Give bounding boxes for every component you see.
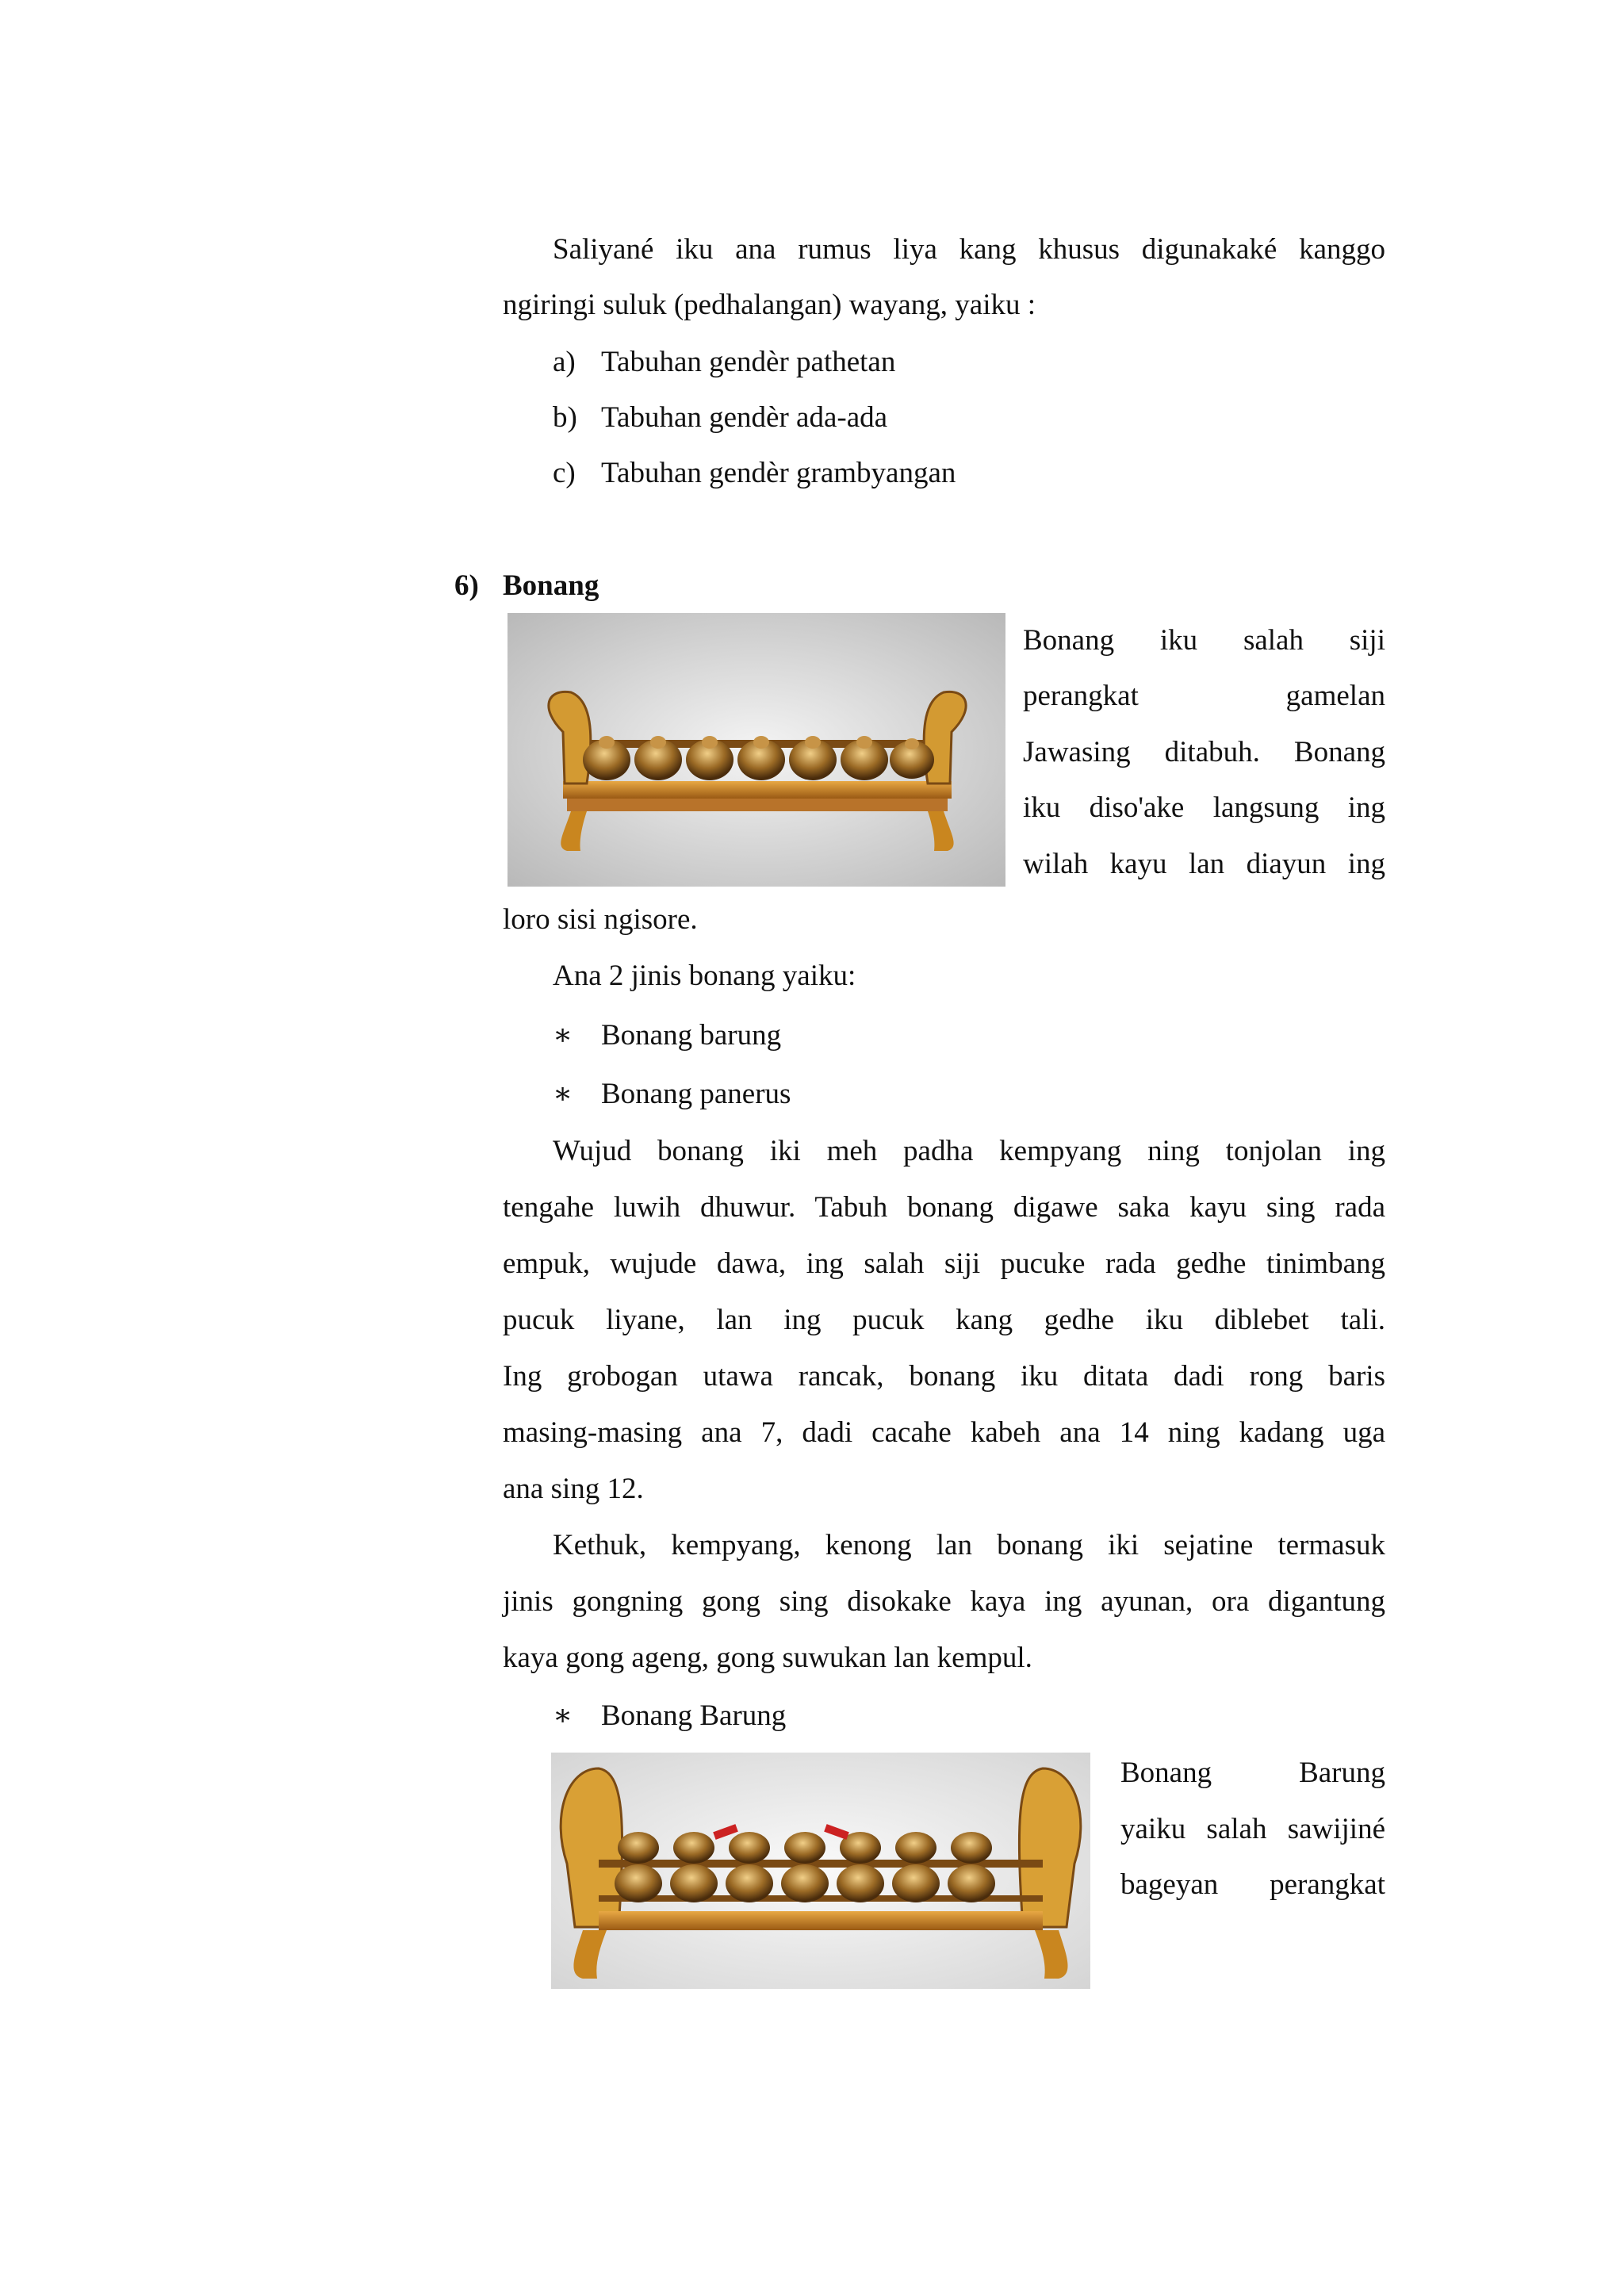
bonang-desc-line-2: perangkat gamelan (1023, 680, 1385, 712)
wujud-line-6: masing-masing ana 7, dadi cacahe kabeh ana 14 ning kadang uga (503, 1416, 1385, 1449)
kethuk-line-2: jinis gongning gong sing disokake kaya ing ayunan, ora digantung (503, 1585, 1385, 1618)
bonang-illustration (508, 613, 1005, 887)
list-marker-a: a) (553, 346, 576, 378)
kethuk-last-line: kaya gong ageng, gong suwukan lan kempul. (503, 1642, 1032, 1674)
bonang-barung-image (551, 1753, 1090, 1989)
wujud-line-2: tengahe luwih dhuwur. Tabuh bonang digawe saka kayu sing rada (503, 1191, 1385, 1224)
list-item-b: Tabuhan gendèr ada-ada (601, 401, 888, 434)
types-marker-2: ∗ (553, 1078, 573, 1110)
section-number: 6) (454, 569, 479, 602)
types-item-2: Bonang panerus (601, 1078, 791, 1110)
intro-line-2: ngiringi suluk (pedhalangan) wayang, yaiku : (503, 289, 1036, 321)
wujud-line-1: Wujud bonang iki meh padha kempyang ning tonjolan ing (553, 1135, 1385, 1167)
barung-desc-line-1: Bonang Barung (1120, 1757, 1385, 1789)
section-title: Bonang (503, 569, 599, 602)
bonang-desc-continuation: loro sisi ngisore. (503, 903, 698, 936)
bonang-desc-line-5: wilah kayu lan diayun ing (1023, 848, 1385, 880)
list-item-c: Tabuhan gendèr grambyangan (601, 457, 956, 489)
bonang-image (508, 613, 1005, 887)
barung-desc-line-2: yaiku salah sawijiné (1120, 1813, 1385, 1845)
kethuk-line-1: Kethuk, kempyang, kenong lan bonang iki sejatine termasuk (553, 1529, 1385, 1561)
list-marker-b: b) (553, 401, 577, 434)
types-intro: Ana 2 jinis bonang yaiku: (553, 960, 856, 992)
list-marker-c: c) (553, 457, 576, 489)
list-item-a: Tabuhan gendèr pathetan (601, 346, 896, 378)
bonang-barung-illustration (551, 1753, 1090, 1989)
wujud-last-line: ana sing 12. (503, 1473, 644, 1505)
wujud-line-4: pucuk liyane, lan ing pucuk kang gedhe iku diblebet tali. (503, 1304, 1385, 1336)
types-item-1: Bonang barung (601, 1019, 782, 1052)
bonang-desc-line-1: Bonang iku salah siji (1023, 624, 1385, 657)
types-marker-1: ∗ (553, 1019, 573, 1052)
wujud-line-5: Ing grobogan utawa rancak, bonang iku ditata dadi rong baris (503, 1360, 1385, 1393)
barung-desc-line-3: bageyan perangkat (1120, 1868, 1385, 1901)
bonang-desc-line-3: Jawasing ditabuh. Bonang (1023, 736, 1385, 768)
barung-heading: Bonang Barung (601, 1699, 787, 1732)
intro-line-1: Saliyané iku ana rumus liya kang khusus digunakaké kanggo (553, 233, 1385, 266)
barung-marker: ∗ (553, 1699, 573, 1732)
bonang-desc-line-4: iku diso'ake langsung ing (1023, 791, 1385, 824)
wujud-line-3: empuk, wujude dawa, ing salah siji pucuke rada gedhe tinimbang (503, 1247, 1385, 1280)
